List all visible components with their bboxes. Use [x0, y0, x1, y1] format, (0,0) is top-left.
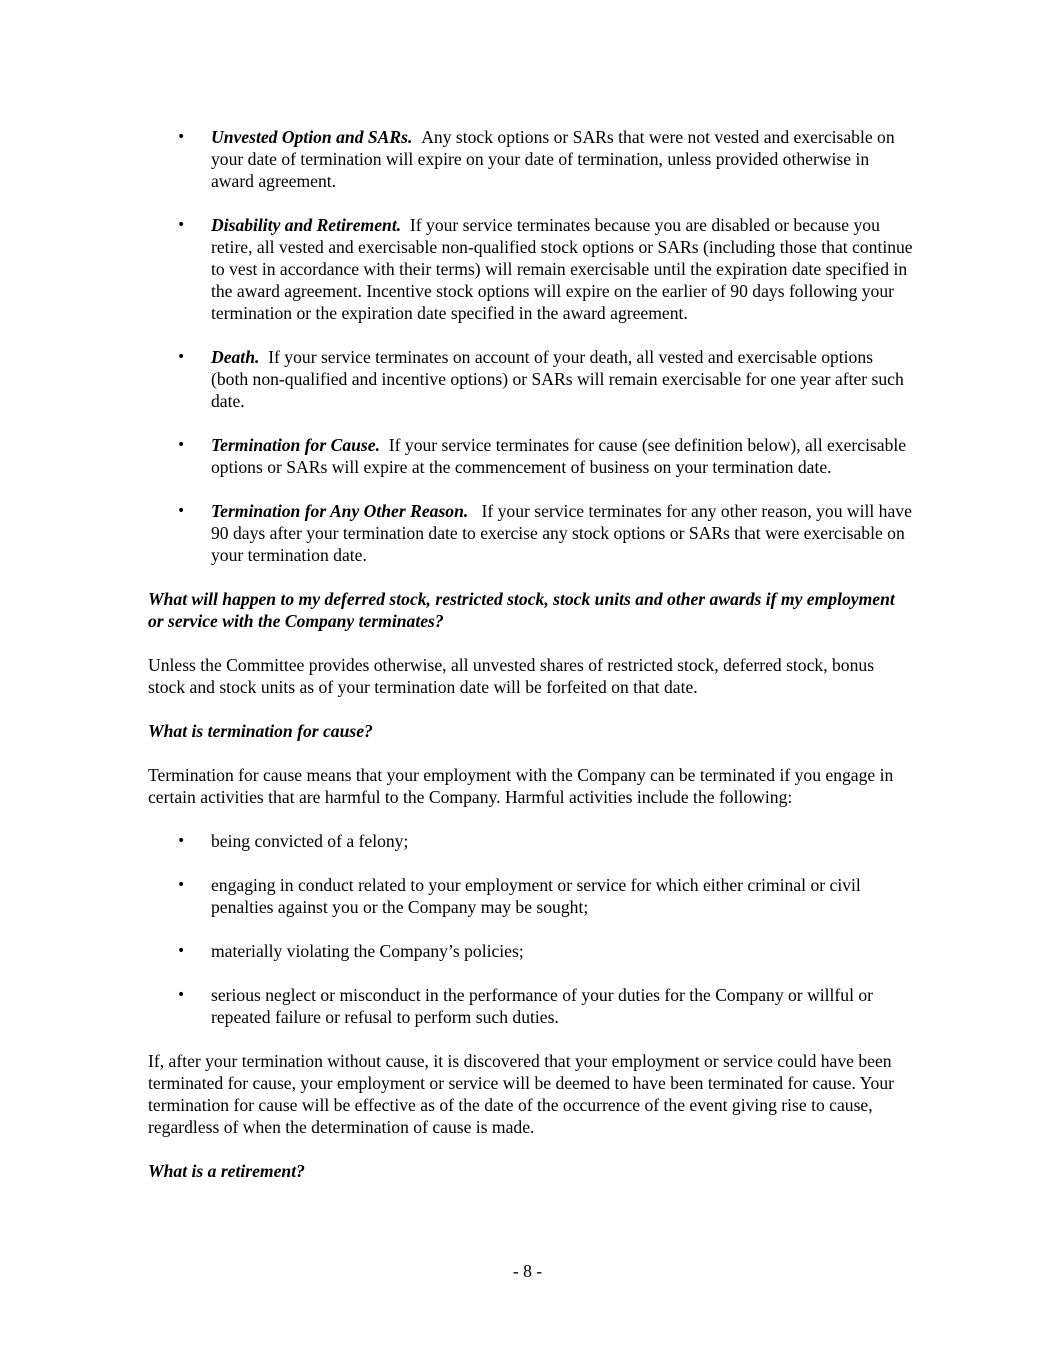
bullet-icon: •: [177, 943, 186, 959]
option-bullet-other: [148, 500, 913, 566]
bullet-lead: Unvested Option and SARs.: [211, 127, 413, 147]
question-retirement: What is a retirement?: [148, 1161, 305, 1181]
bullet-lead: Death.: [211, 347, 260, 367]
bullet-text: If your service terminates for any other reason, you will have 90 days after your termination date to exercise any stock options or SARs that were exercisable on your termination date.: [211, 501, 912, 565]
cause-bullet-policies: [148, 940, 913, 962]
bullet-lead: Termination for Cause.: [211, 435, 380, 455]
bullet-icon: •: [177, 349, 186, 365]
bullet-text: If your service terminates on account of your death, all vested and exercisable options (both non-qualified and incentive options) or SARs will remain exercisable for one year after such date.: [211, 347, 904, 411]
option-bullet-cause: [148, 434, 913, 478]
option-bullet-disability: [148, 214, 913, 324]
bullet-text: serious neglect or misconduct in the performance of your duties for the Company or willful or repeated failure or refusal to perform such duties.: [211, 985, 874, 1027]
bullet-icon: •: [177, 877, 186, 893]
bullet-text: being convicted of a felony;: [211, 831, 409, 851]
question-termination-cause: What is termination for cause?: [148, 721, 373, 741]
page-number: - 8 -: [512, 1261, 543, 1281]
cause-bullet-felony: [148, 830, 913, 852]
bullet-lead: Termination for Any Other Reason.: [211, 501, 469, 521]
paragraph-termination-cause: Termination for cause means that your employment with the Company can be terminated if you engage in certain activities that are harmful to the Company. Harmful activities include the following:: [148, 765, 894, 807]
cause-bullet-neglect: [148, 984, 913, 1028]
bullet-icon: •: [177, 987, 186, 1003]
bullet-lead: Disability and Retirement.: [211, 215, 402, 235]
option-bullet-unvested: [148, 126, 913, 192]
bullet-icon: •: [177, 503, 186, 519]
bullet-text: If your service terminates because you are disabled or because you retire, all vested and exercisable non-qualified stock options or SARs (including those that continue to vest in accordance with their terms) will remain exercisable until the expiration date specified in the award agreement. Incentive stock options will expire on the earlier of 90 days following your termination or the expiration date specified in the award agreement.: [211, 215, 913, 323]
bullet-icon: •: [177, 833, 186, 849]
bullet-text: Any stock options or SARs that were not vested and exercisable on your date of termination will expire on your date of termination, unless provided otherwise in award agreement.: [211, 127, 895, 191]
bullet-text: materially violating the Company’s policies;: [211, 941, 524, 961]
bullet-text: If your service terminates for cause (see definition below), all exercisable options or SARs will expire at the commencement of business on your termination date.: [211, 435, 907, 477]
option-bullet-death: [148, 346, 913, 412]
cause-bullet-conduct: [148, 874, 913, 918]
bullet-icon: •: [177, 437, 186, 453]
bullet-text: engaging in conduct related to your employment or service for which either criminal or civil penalties against you or the Company may be sought;: [211, 875, 861, 917]
bullet-icon: •: [177, 217, 186, 233]
bullet-icon: •: [177, 129, 186, 145]
question-deferred-stock: What will happen to my deferred stock, restricted stock, stock units and other awards if my employment or service with the Company terminates?: [148, 589, 895, 631]
paragraph-deferred-stock: Unless the Committee provides otherwise, all unvested shares of restricted stock, deferred stock, bonus stock and stock units as of your termination date will be forfeited on that date.: [148, 655, 875, 697]
paragraph-after-termination: If, after your termination without cause, it is discovered that your employment or service could have been terminated for cause, your employment or service will be deemed to have been terminated for cause. Your termination for cause will be effective as of the date of the occurrence of the event giving rise to cause, regardless of when the determination of cause is made.: [148, 1051, 895, 1137]
page-content: [148, 126, 913, 1204]
